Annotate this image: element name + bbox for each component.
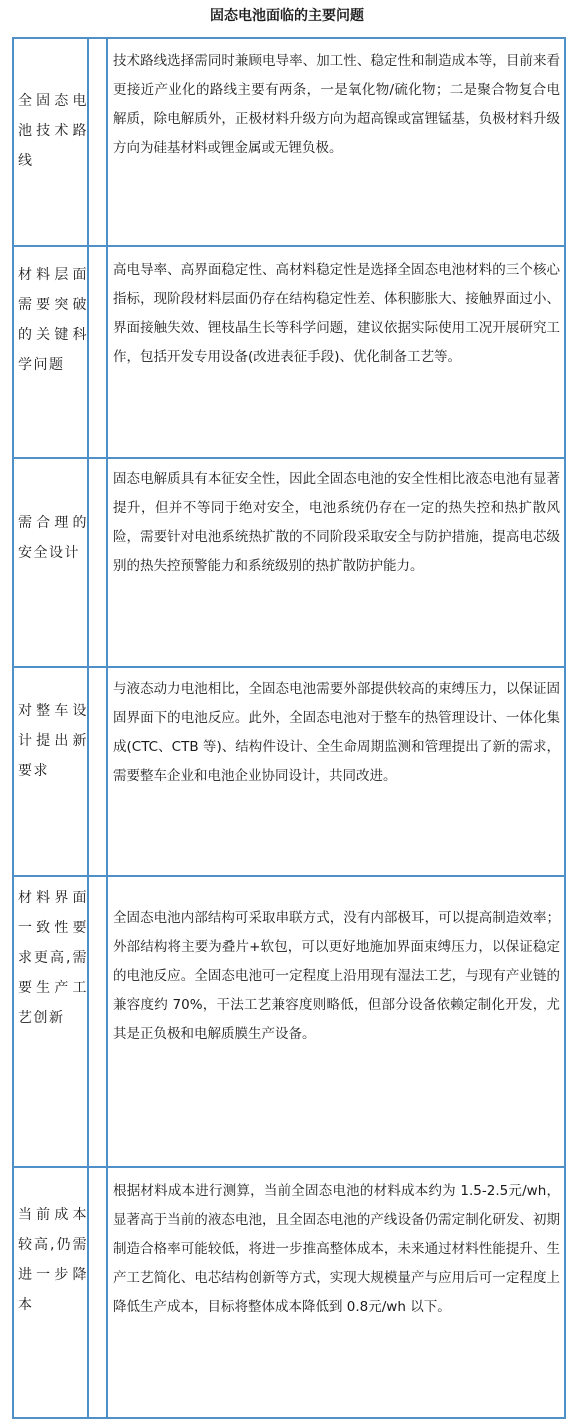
row-divider (12, 457, 566, 459)
table-title: 固态电池面临的主要问题 (210, 8, 364, 24)
row-label: 对整车设计提出新要求 (18, 703, 88, 779)
row-content: 根据材料成本进行测算，当前全固态电池的材料成本约为 1.5-2.5元/wh，显著高于当前的液态电池，且全固态电池的产线设备仍需定制化研发、初期制造合格率可能较低，将进一步推高整体成本，未来通过材料性能提升、生产工艺简化、电芯结构创新等方式，实现大规模量产与应用后可一定程度上降低生产成本，目标将整体成本降低到 0.8元/wh 以下。 (113, 1183, 560, 1315)
row-content: 高电导率、高界面稳定性、高材料稳定性是选择全固态电池材料的三个核心指标，现阶段材料层面仍存在结构稳定性差、体积膨胀大、接触界面过小、界面接触失效、锂枝晶生长等科学问题，建议依据实际使用工况开展研究工作，包括开发专用设备(改进表征手段)、优化制备工艺等。 (113, 262, 560, 365)
row-label: 当前成本较高,仍需进一步降本 (18, 1207, 88, 1313)
row-divider (12, 875, 566, 877)
row-label: 需合理的安全设计 (18, 515, 88, 561)
row-content: 全固态电池内部结构可采取串联方式，没有内部极耳，可以提高制造效率；外部结构将主要为叠片+软包，可以更好地施加界面束缚压力，以保证稳定的电池反应。全固态电池可一定程度上沿用现有湿法工艺，与现有产业链的兼容度约 70%，干法工艺兼容度则略低，但部分设备依赖定制化开发，尤其是正负极和电解质膜生产设备。 (113, 910, 560, 1042)
row-content: 技术路线选择需同时兼顾电导率、加工性、稳定性和制造成本等，目前来看更接近产业化的路线主要有两条，一是氧化物/硫化物；二是聚合物复合电解质，除电解质外，正极材料升级方向为超高镍或富锂锰基，负极材料升级方向为硅基材料或锂金属或无锂负极。 (113, 53, 560, 156)
row-label: 材料层面需要突破的关键科学问题 (18, 267, 88, 373)
row-content: 与液态动力电池相比，全固态电池需要外部提供较高的束缚压力，以保证固固界面下的电池反应。此外，全固态电池对于整车的热管理设计、一体化集成(CTC、CTB 等)、结构件设计、全生命周期监测和管理提出了新的需求，需要整车企业和电池企业协同设计，共同改进。 (113, 681, 560, 784)
row-label: 材料界面一致性要求更高,需要生产工艺创新 (18, 890, 88, 1026)
row-label: 全固态电池技术路线 (18, 93, 88, 169)
row-divider (12, 245, 566, 247)
row-divider (12, 666, 566, 668)
row-content: 固态电解质具有本征安全性，因此全固态电池的安全性相比液态电池有显著提升，但并不等同于绝对安全，电池系统仍存在一定的热失控和热扩散风险，需要针对电池系统热扩散的不同阶段采取安全与防护措施，提高电芯级别的热失控预警能力和系统级别的热扩散防护能力。 (113, 471, 560, 574)
row-divider (12, 1166, 566, 1168)
